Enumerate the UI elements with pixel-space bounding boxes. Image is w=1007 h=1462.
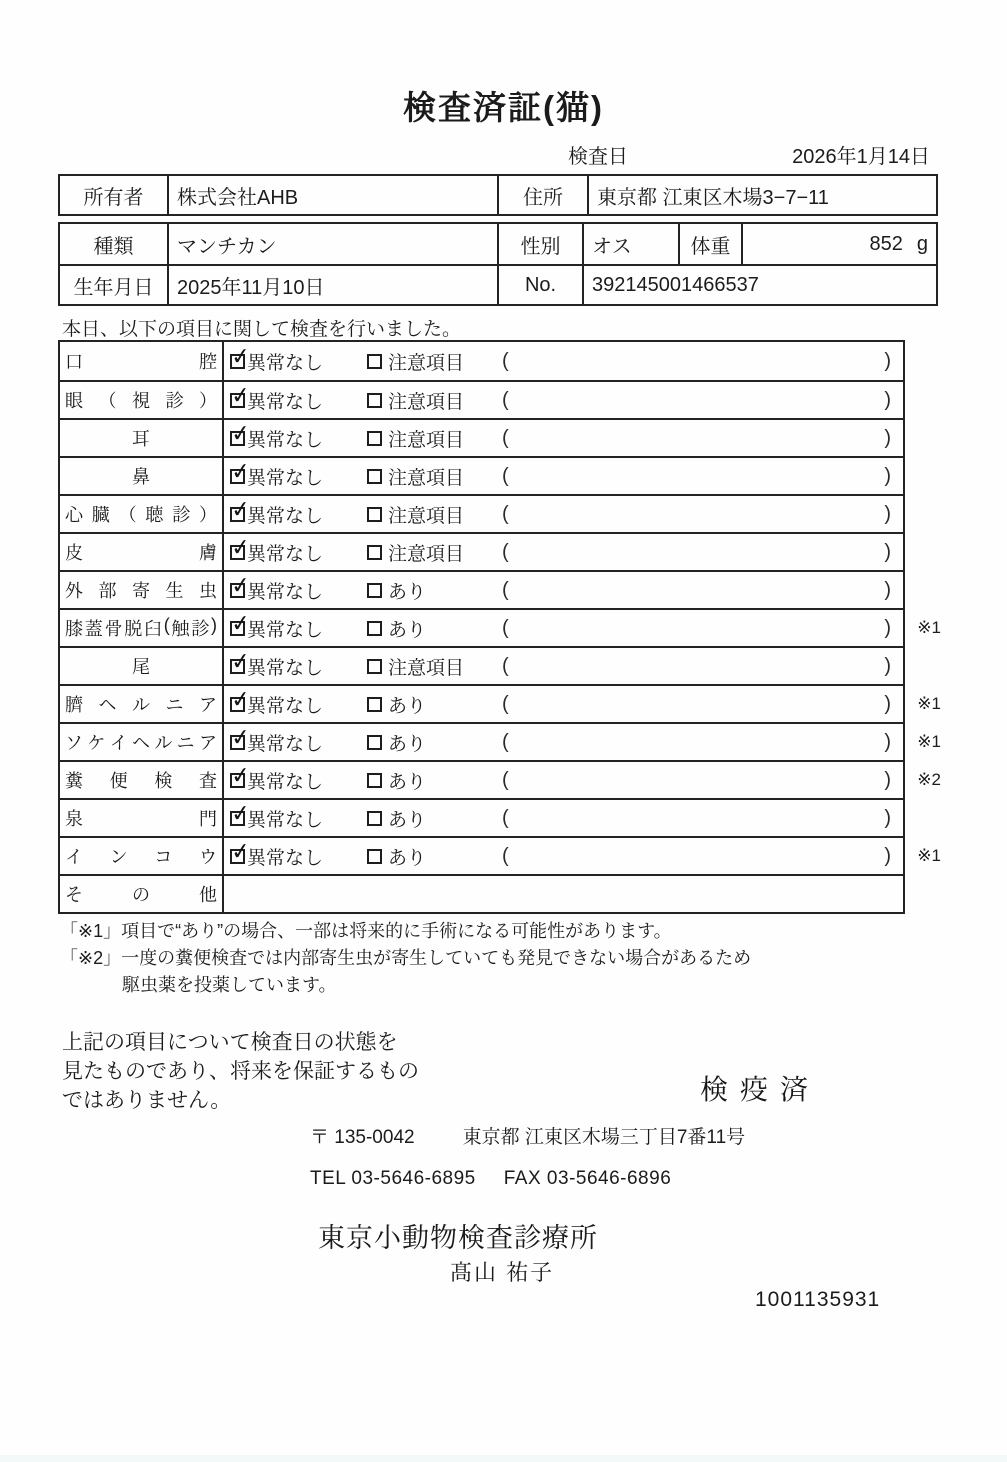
option-attention — [367, 653, 502, 680]
item-label-char: 他 — [199, 885, 217, 905]
item-label-char: 臍 — [65, 695, 83, 715]
item-label-char: 尾 — [132, 657, 150, 677]
checklist-row — [60, 722, 941, 760]
item-label-char: そ — [65, 885, 83, 905]
close-paren: ) — [884, 654, 891, 677]
postal-code: 〒 135-0042 — [310, 1127, 415, 1148]
checklist-row — [60, 646, 903, 684]
checklist-item-label — [60, 800, 224, 836]
item-label-char: 膚 — [199, 543, 217, 563]
item-label-char: 口 — [65, 352, 83, 372]
item-label-char: 糞 — [65, 771, 83, 791]
breed-label: 種類 — [93, 235, 134, 258]
item-label-char: イ — [109, 733, 128, 753]
footnote-reference: ※1 — [917, 846, 941, 865]
option-label: あり — [388, 619, 427, 641]
checkbox-checked-icon — [229, 608, 252, 637]
option-label: 異常なし — [247, 505, 324, 527]
option-label: あり — [388, 733, 427, 755]
item-label-char: の — [132, 885, 150, 905]
footnote-line: 「※2」一度の糞便検査では内部寄生虫が寄生していても発見できない場合があるため — [60, 948, 752, 968]
checklist-item-label — [60, 342, 224, 380]
close-paren: ) — [884, 806, 891, 829]
item-label-char: ル — [154, 733, 173, 753]
clinic-fax: FAX 03-5646-6896 — [503, 1168, 672, 1189]
option-label: 異常なし — [247, 657, 324, 679]
close-paren: ) — [884, 540, 891, 563]
option-no-abnormality — [229, 608, 367, 642]
item-label-char: ア — [198, 733, 217, 753]
checkbox-empty-icon — [367, 659, 382, 674]
footnote-reference: ※1 — [917, 618, 941, 637]
checkbox-empty-icon — [367, 469, 382, 484]
close-paren: ) — [884, 388, 891, 411]
open-paren: ( — [502, 388, 509, 411]
item-label-char: 生 — [165, 581, 184, 601]
checklist-row — [60, 874, 903, 912]
check-icon: ✓ — [229, 456, 252, 485]
footnote-line: 「※1」項目で“あり”の場合、一部は将来的に手術になる可能性があります。 — [60, 921, 672, 941]
footnote-line: 駆虫薬を投薬しています。 — [122, 975, 337, 995]
checkbox-empty-icon — [367, 621, 382, 636]
check-icon: ✓ — [229, 684, 252, 713]
item-label-char: ル — [132, 695, 150, 715]
item-label-char: ケ — [87, 733, 106, 753]
item-label-char: 部 — [98, 581, 117, 601]
open-paren: ( — [502, 540, 509, 563]
open-paren: ( — [502, 464, 509, 487]
item-label-char: ニ — [165, 695, 184, 715]
weight-label: 体重 — [678, 224, 741, 264]
check-icon: ✓ — [229, 418, 252, 447]
birth-value: 2025年11月10日 — [167, 266, 497, 304]
footnote-reference: ※2 — [917, 770, 941, 789]
table-row — [60, 176, 936, 214]
check-icon: ✓ — [229, 646, 252, 675]
item-label-char: 診 — [191, 619, 210, 639]
item-label-char: コ — [154, 847, 173, 867]
address-label: 住所 — [497, 176, 587, 214]
open-paren: ( — [502, 844, 509, 867]
disclaimer-text — [62, 1028, 419, 1115]
address-value: 東京都 江東区木場3−7−11 — [587, 176, 936, 214]
table-row — [60, 264, 936, 304]
checkbox-checked-icon — [229, 570, 252, 599]
footnotes — [60, 918, 751, 999]
item-label-text — [65, 425, 217, 451]
option-label: 注意項目 — [388, 467, 465, 489]
item-label-char: 耳 — [132, 429, 150, 449]
inspection-date-line — [568, 140, 930, 169]
checkbox-empty-icon — [367, 354, 382, 369]
checklist-options — [224, 610, 903, 646]
clinic-address: 東京都 江東区木場三丁目7番11号 — [462, 1127, 746, 1148]
disclaimer-line: ではありません。 — [62, 1089, 232, 1112]
serial-number: 1001135931 — [755, 1288, 881, 1311]
check-icon: ✓ — [229, 798, 252, 827]
item-label-char: （ — [118, 505, 137, 525]
item-label-char: 泉 — [65, 809, 83, 829]
option-label: 注意項目 — [388, 657, 465, 679]
option-label: 異常なし — [247, 352, 324, 374]
item-label-char: ニ — [176, 733, 195, 753]
checkbox-empty-icon — [367, 849, 382, 864]
clinic-address-line — [310, 1122, 745, 1149]
item-label-char: ウ — [198, 847, 217, 867]
item-label-char: 蓋 — [84, 619, 103, 639]
open-paren: ( — [502, 768, 509, 791]
checklist-options — [224, 420, 903, 456]
quarantine-stamp: 検疫済 — [700, 1074, 821, 1105]
checklist-options — [224, 648, 903, 684]
checklist-options — [224, 762, 903, 798]
option-no-abnormality — [229, 380, 367, 414]
checkbox-empty-icon — [367, 735, 382, 750]
check-icon: ✓ — [229, 532, 252, 561]
check-icon: ✓ — [229, 760, 252, 789]
close-paren: ) — [884, 349, 891, 372]
footnote-reference: ※1 — [917, 732, 941, 751]
item-label-char: 心 — [65, 505, 83, 525]
item-label-char: 聴 — [145, 505, 164, 525]
item-label-char: 外 — [65, 581, 83, 601]
item-label-char: 診 — [172, 505, 191, 525]
option-attention — [367, 805, 502, 832]
option-no-abnormality — [229, 760, 367, 794]
checklist-row — [60, 836, 941, 874]
option-no-abnormality — [229, 798, 367, 832]
item-label-char: ヘ — [98, 695, 117, 715]
checklist-item-label — [60, 724, 224, 760]
checklist-options — [224, 382, 903, 418]
option-label: 異常なし — [247, 619, 324, 641]
checkbox-empty-icon — [367, 431, 382, 446]
item-label-text — [65, 805, 217, 831]
veterinarian-name: 髙山 祐子 — [450, 1260, 555, 1285]
checkbox-checked-icon — [229, 836, 252, 865]
checklist-item-label — [60, 648, 224, 684]
checklist-item-label — [60, 382, 224, 418]
checkbox-checked-icon — [229, 532, 252, 561]
option-attention — [367, 463, 502, 490]
option-label: 異常なし — [247, 847, 324, 869]
item-label-char: ヘ — [131, 733, 150, 753]
item-label-text — [65, 881, 217, 907]
item-label-char: 便 — [109, 771, 128, 791]
item-label-char: 門 — [199, 809, 217, 829]
close-paren: ) — [884, 616, 891, 639]
clinic-name: 東京小動物検査診療所 — [318, 1223, 598, 1253]
close-paren: ) — [884, 730, 891, 753]
item-label-char: ） — [198, 505, 217, 525]
option-attention — [367, 691, 502, 718]
item-label-char: 臼 — [144, 619, 162, 639]
owner-value: 株式会社AHB — [167, 176, 497, 214]
option-label: 異常なし — [247, 733, 324, 755]
open-paren: ( — [502, 806, 509, 829]
checklist-options — [224, 458, 903, 494]
option-label: 異常なし — [247, 581, 324, 603]
open-paren: ( — [502, 502, 509, 525]
check-icon: ✓ — [229, 608, 252, 637]
item-label-char: ) — [211, 615, 217, 635]
page-title: 検査済証(猫) — [403, 89, 604, 126]
item-label-char: 触 — [171, 619, 190, 639]
checklist-row — [60, 342, 903, 380]
option-no-abnormality — [229, 532, 367, 566]
checkbox-checked-icon — [229, 456, 252, 485]
checkbox-checked-icon — [229, 380, 252, 409]
option-label: 注意項目 — [388, 505, 465, 527]
weight-number: 852 — [869, 232, 903, 255]
checklist-row — [60, 570, 903, 608]
open-paren: ( — [502, 616, 509, 639]
weight-unit: g — [916, 232, 928, 255]
inspection-date-label: 検査日 — [568, 146, 628, 168]
option-attention — [367, 501, 502, 528]
breed-value: マンチカン — [167, 224, 497, 264]
item-label-char: イ — [65, 847, 83, 867]
item-label-char: 皮 — [65, 543, 83, 563]
option-no-abnormality — [229, 646, 367, 680]
sex-value: オス — [582, 224, 678, 264]
checkbox-empty-icon — [367, 697, 382, 712]
animal-table — [58, 222, 938, 306]
checkbox-empty-icon — [367, 545, 382, 560]
scan-edge-artifact — [0, 1455, 1007, 1462]
footnote-reference: ※1 — [917, 694, 941, 713]
item-label-char: ン — [109, 847, 128, 867]
item-label-char: ア — [199, 695, 217, 715]
item-label-char: 膝 — [65, 619, 83, 639]
checklist-row — [60, 380, 903, 418]
disclaimer-line: 上記の項目について検査日の状態を — [62, 1031, 398, 1054]
item-label-char: 査 — [198, 771, 217, 791]
option-attention — [367, 843, 502, 870]
open-paren: ( — [502, 730, 509, 753]
item-label-char: 脱 — [124, 619, 143, 639]
checklist-row — [60, 532, 903, 570]
option-label: 注意項目 — [388, 352, 465, 374]
option-label: あり — [388, 847, 427, 869]
checklist-row — [60, 494, 903, 532]
checklist-options — [224, 572, 903, 608]
item-label-char: （ — [98, 391, 117, 411]
option-label: 異常なし — [247, 467, 324, 489]
checklist-row — [60, 760, 941, 798]
option-label: 異常なし — [247, 391, 324, 413]
item-label-char: 臓 — [91, 505, 110, 525]
checkbox-checked-icon — [229, 341, 252, 370]
checklist-item-label — [60, 458, 224, 494]
checkbox-checked-icon — [229, 722, 252, 751]
item-label-char: 鼻 — [132, 467, 150, 487]
checklist-row — [60, 684, 941, 722]
check-icon: ✓ — [229, 341, 252, 370]
checklist-item-label — [60, 838, 224, 874]
checklist-item-label — [60, 572, 224, 608]
option-label: 異常なし — [247, 429, 324, 451]
checklist-options — [224, 342, 903, 380]
option-no-abnormality — [229, 684, 367, 718]
checklist-item-label — [60, 534, 224, 570]
item-label-text — [65, 463, 217, 489]
close-paren: ) — [884, 426, 891, 449]
intro-sentence: 本日、以下の項目に関して検査を行いました。 — [62, 319, 462, 340]
close-paren: ) — [884, 578, 891, 601]
checklist-options — [224, 724, 903, 760]
item-label-char: 虫 — [199, 581, 217, 601]
checklist-item-label — [60, 876, 224, 912]
check-icon: ✓ — [229, 722, 252, 751]
option-attention — [367, 348, 502, 375]
check-icon: ✓ — [229, 836, 252, 865]
table-row — [60, 224, 936, 264]
item-label-char: 腔 — [199, 352, 217, 372]
checkbox-checked-icon — [229, 684, 252, 713]
item-label-char: ソ — [65, 733, 83, 753]
microchip-no-value: 392145001466537 — [582, 266, 936, 304]
option-no-abnormality — [229, 494, 367, 528]
checklist-item-label — [60, 610, 224, 646]
option-label: 異常なし — [247, 695, 324, 717]
checkbox-checked-icon — [229, 760, 252, 789]
clinic-tel: TEL 03-5646-6895 — [310, 1168, 476, 1189]
birth-label: 生年月日 — [73, 276, 154, 299]
sex-label: 性別 — [497, 224, 582, 264]
checkbox-empty-icon — [367, 583, 382, 598]
option-label: 注意項目 — [388, 429, 465, 451]
item-label-char: 検 — [154, 771, 173, 791]
item-label-text — [65, 577, 217, 603]
option-attention — [367, 425, 502, 452]
checkbox-empty-icon — [367, 811, 382, 826]
owner-label: 所有者 — [83, 186, 144, 209]
check-icon: ✓ — [229, 494, 252, 523]
open-paren: ( — [502, 349, 509, 372]
item-label-char: 視 — [132, 391, 150, 411]
owner-table — [58, 174, 938, 216]
option-label: 異常なし — [247, 809, 324, 831]
option-label: 異常なし — [247, 543, 324, 565]
item-label-char: ( — [163, 615, 170, 635]
item-label-char: ） — [199, 391, 217, 411]
item-label-text — [65, 501, 217, 527]
option-label: 異常なし — [247, 771, 324, 793]
item-label-char: 眼 — [65, 391, 83, 411]
microchip-no-label: No. — [497, 266, 582, 304]
option-no-abnormality — [229, 418, 367, 452]
option-attention — [367, 767, 502, 794]
option-label: あり — [388, 771, 427, 793]
option-label: あり — [388, 809, 427, 831]
close-paren: ) — [884, 844, 891, 867]
option-no-abnormality — [229, 570, 367, 604]
checklist-row — [60, 418, 903, 456]
close-paren: ) — [884, 768, 891, 791]
item-label-text — [65, 767, 217, 793]
checklist-item-label — [60, 420, 224, 456]
weight-value — [741, 224, 936, 264]
item-label-text — [65, 729, 217, 755]
open-paren: ( — [502, 578, 509, 601]
option-no-abnormality — [229, 341, 367, 375]
checklist-row — [60, 608, 941, 646]
item-label-text — [65, 843, 217, 869]
option-label: 注意項目 — [388, 391, 465, 413]
checklist-row — [60, 456, 903, 494]
checkbox-empty-icon — [367, 393, 382, 408]
checkbox-empty-icon — [367, 507, 382, 522]
checklist-options — [224, 496, 903, 532]
checklist-item-label — [60, 496, 224, 532]
option-no-abnormality — [229, 722, 367, 756]
option-attention — [367, 577, 502, 604]
item-label-text — [65, 387, 217, 413]
item-label-text — [65, 653, 217, 679]
clinic-tel-line — [310, 1168, 671, 1190]
open-paren: ( — [502, 654, 509, 677]
checkbox-checked-icon — [229, 798, 252, 827]
close-paren: ) — [884, 692, 891, 715]
check-icon: ✓ — [229, 380, 252, 409]
checklist-row — [60, 798, 903, 836]
checklist-item-label — [60, 686, 224, 722]
close-paren: ) — [884, 502, 891, 525]
checklist-options — [224, 686, 903, 722]
checklist-options — [224, 534, 903, 570]
checkbox-checked-icon — [229, 646, 252, 675]
item-label-text — [65, 348, 217, 374]
item-label-char: 診 — [165, 391, 184, 411]
checkbox-checked-icon — [229, 418, 252, 447]
checklist-item-label — [60, 762, 224, 798]
open-paren: ( — [502, 692, 509, 715]
inspection-date-value: 2026年1月14日 — [792, 146, 930, 168]
check-icon: ✓ — [229, 570, 252, 599]
option-label: あり — [388, 581, 427, 603]
close-paren: ) — [884, 464, 891, 487]
item-label-char: 寄 — [132, 581, 150, 601]
checklist-options — [224, 800, 903, 836]
option-label: あり — [388, 695, 427, 717]
open-paren: ( — [502, 426, 509, 449]
option-attention — [367, 729, 502, 756]
option-attention — [367, 539, 502, 566]
checkbox-empty-icon — [367, 773, 382, 788]
item-label-text — [65, 539, 217, 565]
disclaimer-line: 見たものであり、将来を保証するもの — [62, 1060, 419, 1083]
item-label-text — [65, 615, 217, 641]
checklist-table — [58, 340, 941, 914]
option-no-abnormality — [229, 836, 367, 870]
option-attention — [367, 387, 502, 414]
option-label: 注意項目 — [388, 543, 465, 565]
option-no-abnormality — [229, 456, 367, 490]
option-attention — [367, 615, 502, 642]
checklist-options — [224, 838, 903, 874]
item-label-char: 骨 — [104, 619, 123, 639]
checkbox-checked-icon — [229, 494, 252, 523]
item-label-text — [65, 691, 217, 717]
